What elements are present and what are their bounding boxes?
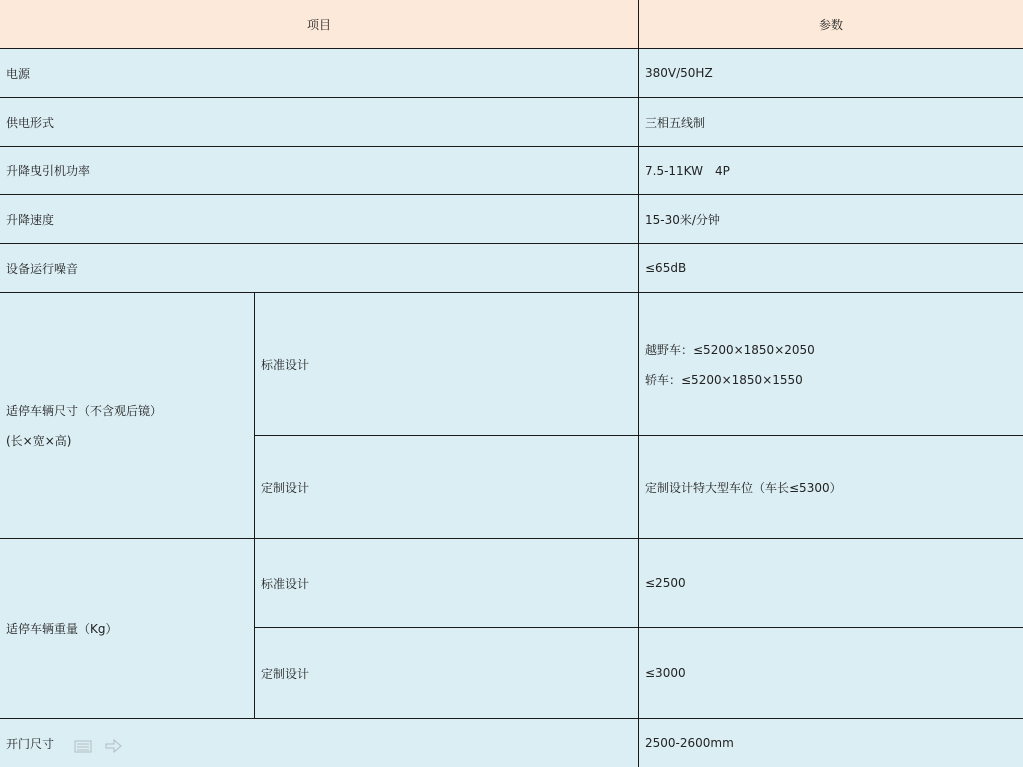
- row-noise-label-cell: [0, 244, 639, 293]
- row-noise-value-cell: [639, 244, 1023, 293]
- row-power-value-cell: [639, 49, 1023, 98]
- row-motor-label-cell: [0, 147, 639, 195]
- row-supply-value-cell: [639, 98, 1023, 147]
- row-size-custom-value: 定制设计特大型车位（车长≤5300）: [645, 480, 842, 495]
- row-weight-standard-value: ≤2500: [645, 576, 686, 590]
- row-weight-standard-value-cell: [639, 539, 1023, 628]
- row-size-standard-value-line2: 轿车：≤5200×1850×1550: [645, 372, 803, 387]
- row-speed-value: 15-30米/分钟: [645, 212, 720, 227]
- row-noise-value: ≤65dB: [645, 261, 687, 275]
- row-weight-custom-value: ≤3000: [645, 666, 686, 680]
- row-weight-label-cell: [0, 539, 255, 719]
- row-speed-value-cell: [639, 195, 1023, 244]
- row-weight-custom-label: 定制设计: [261, 666, 310, 681]
- row-supply-label: 供电形式: [6, 115, 55, 130]
- row-power-label: 电源: [6, 66, 31, 81]
- row-motor-value: 7.5-11KW 4P: [645, 164, 730, 178]
- header-item-cell: [0, 0, 639, 49]
- row-size-label-line2: (长×宽×高): [6, 434, 72, 448]
- overlay-icons: [74, 739, 122, 753]
- header-item: 项目: [306, 17, 331, 32]
- row-size-custom-value-cell: [639, 436, 1023, 539]
- row-size-standard-label: 标准设计: [261, 357, 310, 372]
- row-size-standard-value-cell: [639, 293, 1023, 436]
- row-power-value: 380V/50HZ: [645, 66, 713, 80]
- row-weight-standard-label: 标准设计: [261, 576, 310, 591]
- row-motor-value-cell: [639, 147, 1023, 195]
- row-supply-label-cell: [0, 98, 639, 147]
- row-weight-standard-label-cell: [255, 539, 639, 628]
- row-speed-label: 升降速度: [6, 212, 55, 227]
- row-supply-value: 三相五线制: [645, 115, 706, 130]
- row-size-standard-value-line1: 越野车：≤5200×1850×2050: [645, 342, 815, 357]
- row-size-custom-label: 定制设计: [261, 480, 310, 495]
- row-weight-custom-label-cell: [255, 628, 639, 719]
- row-door-value-cell: [639, 719, 1023, 767]
- row-motor-label: 升降曳引机功率: [6, 164, 91, 178]
- row-size-label-cell: [0, 293, 255, 539]
- header-param-cell: [639, 0, 1023, 49]
- row-door-label: 开门尺寸: [6, 736, 55, 751]
- row-noise-label: 设备运行噪音: [6, 261, 79, 276]
- row-size-standard-label-cell: [255, 293, 639, 436]
- row-speed-label-cell: [0, 195, 639, 244]
- row-door-value: 2500-2600mm: [645, 736, 734, 750]
- header-param: 参数: [818, 17, 843, 32]
- list-icon[interactable]: [74, 739, 92, 753]
- row-weight-label: 适停车辆重量（Kg）: [6, 622, 118, 636]
- row-power-label-cell: [0, 49, 639, 98]
- row-size-custom-label-cell: [255, 436, 639, 539]
- row-weight-custom-value-cell: [639, 628, 1023, 719]
- arrow-right-icon[interactable]: [104, 739, 122, 753]
- row-size-label-line1: 适停车辆尺寸（不含观后镜）: [6, 404, 163, 418]
